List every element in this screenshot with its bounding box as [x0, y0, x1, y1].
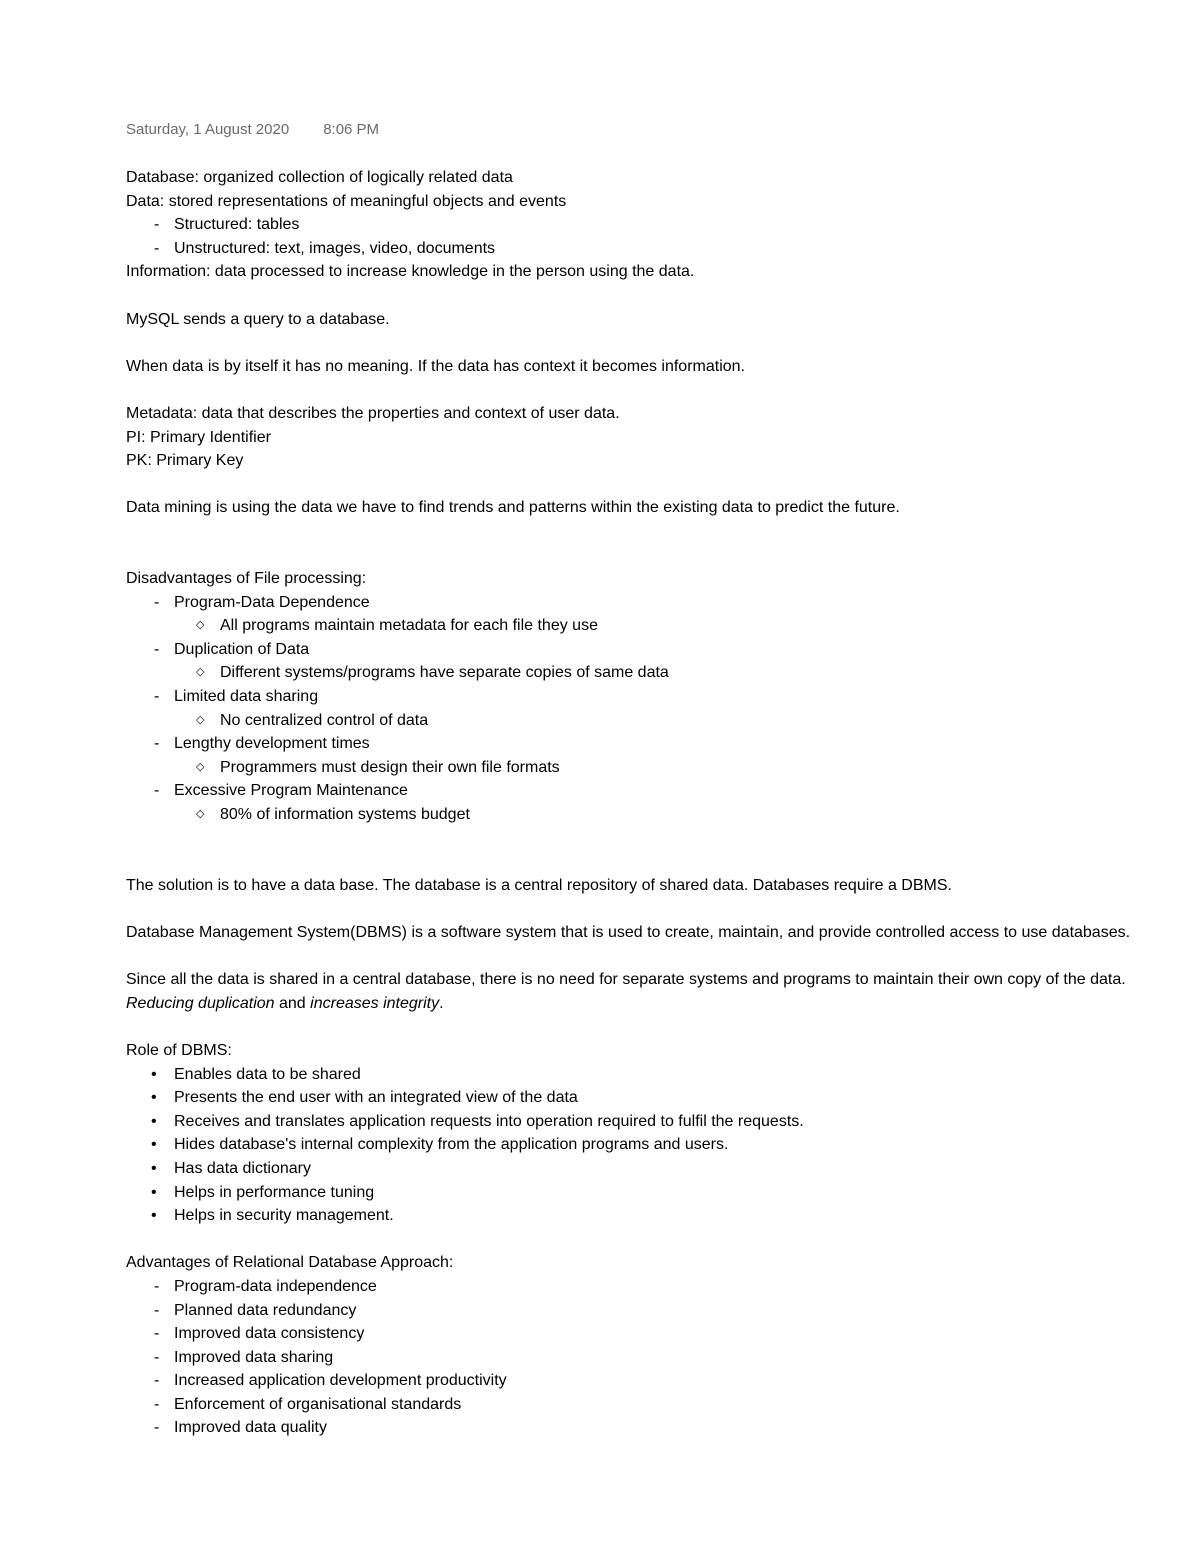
context-note: When data is by itself it has no meaning. If the data has context it becomes information. [126, 357, 745, 375]
metadata-definition: Metadata: data that describes the properties and context of user data. [126, 404, 620, 422]
list-item: - Enforcement of organisational standards [126, 1393, 1196, 1417]
database-definition: Database: organized collection of logically related data [126, 169, 513, 186]
reducing-duplication-text: Reducing duplication [126, 994, 275, 1012]
list-item: - Improved data consistency [126, 1322, 1196, 1346]
list-subitem: ◇ Different systems/programs have separate copies of same data [126, 661, 1196, 685]
role-heading: Role of DBMS: [126, 1041, 232, 1059]
pk-definition: PK: Primary Key [126, 452, 244, 470]
list-item: • Enables data to be shared [126, 1063, 1196, 1087]
list-subitem: ◇ Programmers must design their own file formats [126, 756, 1196, 780]
advantages-heading: Advantages of Relational Database Approach: [126, 1254, 454, 1272]
solution-note: The solution is to have a data base. The database is a central repository of shared data. Databases require a DBMS. [126, 876, 952, 894]
list-subitem: ◇ No centralized control of data [126, 709, 1196, 733]
shared-data-note [126, 968, 1196, 1015]
list-item: - Increased application development productivity [126, 1369, 1196, 1393]
list-item: - Planned data redundancy [126, 1299, 1196, 1323]
list-item: - Program-data independence [126, 1275, 1196, 1299]
note-time: 8:06 PM [323, 121, 380, 138]
period-text: . [439, 994, 444, 1012]
list-subitem: ◇ All programs maintain metadata for each file they use [126, 614, 1196, 638]
and-text: and [279, 994, 306, 1012]
disadvantages-heading: Disadvantages of File processing: [126, 570, 367, 588]
list-item: - Improved data sharing [126, 1346, 1196, 1370]
list-item: - Structured: tables [126, 213, 1196, 237]
list-item: • Hides database's internal complexity from the application programs and users. [126, 1133, 1196, 1157]
shared-data-text: Since all the data is shared in a central database, there is no need for separate systems and programs to maintain their own copy of the data. [126, 971, 1126, 989]
pi-definition: PI: Primary Identifier [126, 428, 271, 446]
note-body [126, 166, 1196, 1440]
list-item: • Presents the end user with an integrated view of the data [126, 1086, 1196, 1110]
information-definition: Information: data processed to increase knowledge in the person using the data. [126, 263, 695, 281]
list-item: - Program-Data Dependence [126, 591, 1196, 615]
list-item: • Helps in performance tuning [126, 1181, 1196, 1205]
list-item: • Helps in security management. [126, 1204, 1196, 1228]
list-item: - Unstructured: text, images, video, documents [126, 237, 1196, 261]
list-item: - Excessive Program Maintenance [126, 779, 1196, 803]
list-item: - Limited data sharing [126, 685, 1196, 709]
note-header [126, 121, 379, 138]
list-item: - Improved data quality [126, 1416, 1196, 1440]
list-item: • Receives and translates application requests into operation required to fulfil the requests. [126, 1110, 1196, 1134]
data-definition: Data: stored representations of meaningful objects and events [126, 192, 567, 210]
dbms-definition: Database Management System(DBMS) is a software system that is used to create, maintain, and provide controlled access to use databases. [126, 924, 1131, 941]
note-date: Saturday, 1 August 2020 [126, 121, 290, 138]
list-item: • Has data dictionary [126, 1157, 1196, 1181]
list-item: - Lengthy development times [126, 732, 1196, 756]
increases-integrity-text: increases integrity [310, 994, 440, 1012]
list-item: - Duplication of Data [126, 638, 1196, 662]
data-mining-note: Data mining is using the data we have to find trends and patterns within the existing data to predict the future. [126, 499, 900, 517]
list-subitem: ◇ 80% of information systems budget [126, 803, 1196, 827]
mysql-note: MySQL sends a query to a database. [126, 310, 390, 328]
